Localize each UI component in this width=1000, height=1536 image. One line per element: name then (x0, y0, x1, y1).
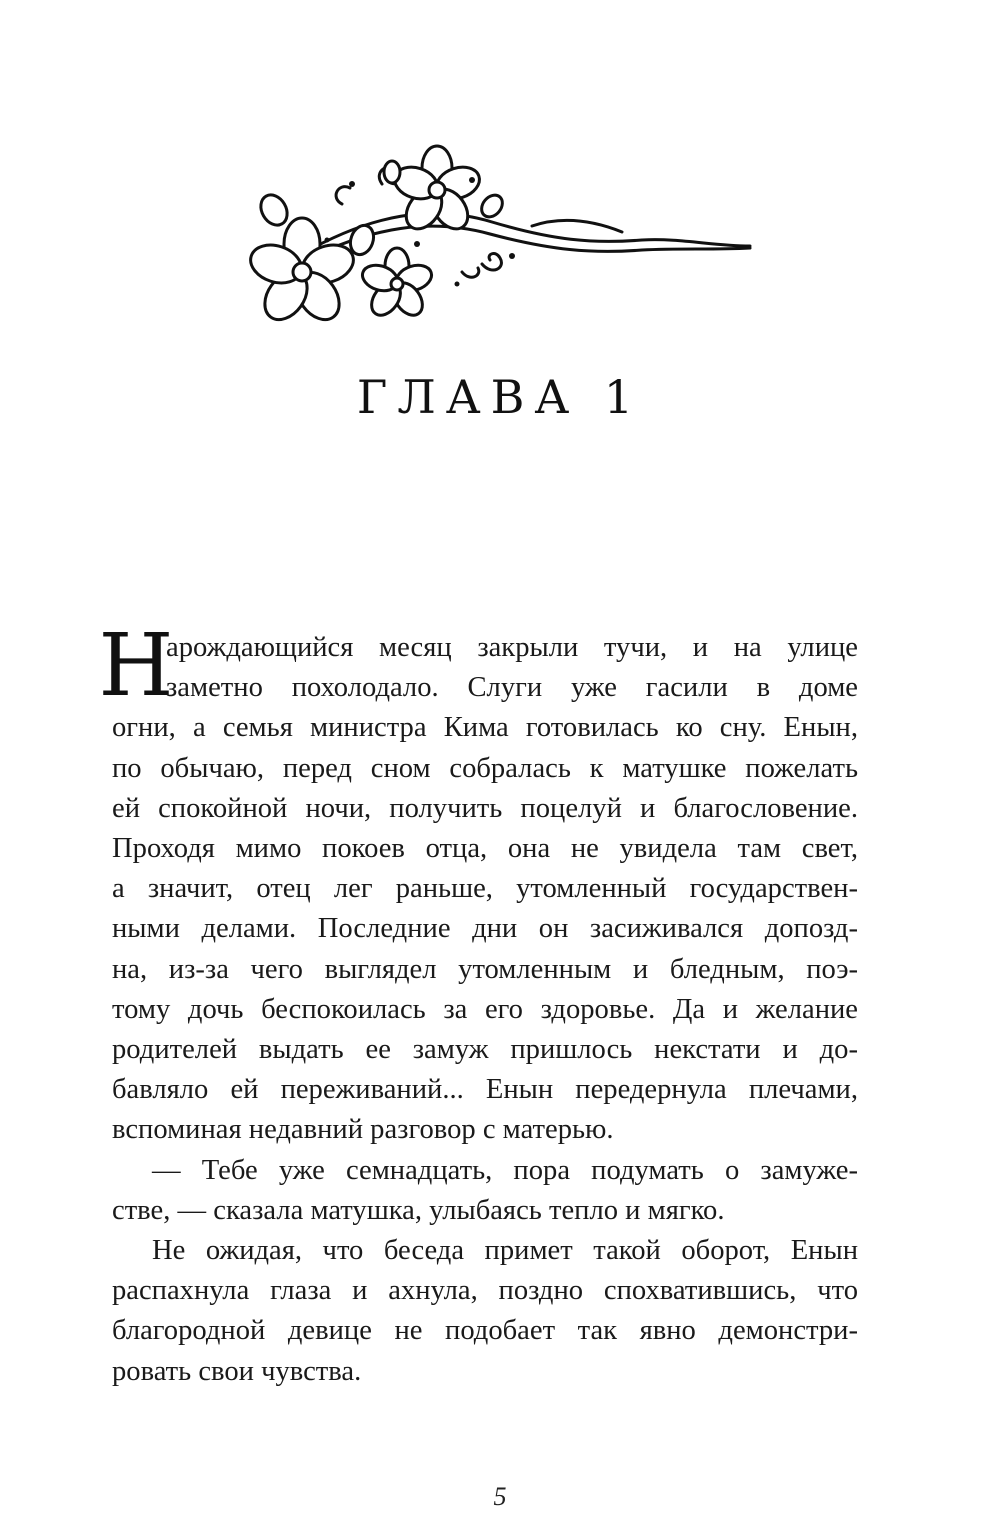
body-text (112, 628, 858, 1392)
text-line: а значит, отец лег раньше, утомленный государствен- (112, 873, 858, 905)
text-line: стве, — сказала матушка, улыбаясь тепло и мягко. (112, 1194, 725, 1226)
text-line: вспоминая недавний разговор с матерью. (112, 1114, 614, 1146)
text-line: по обычаю, перед сном собралась к матушке пожелать (112, 752, 858, 784)
text-line: огни, а семья министра Кима готовилась ко сну. Енын, (112, 712, 858, 744)
paragraph-2 (112, 1151, 858, 1231)
text-line-content: — Тебе уже семнадцать, пора подумать о замуже- (152, 1154, 858, 1186)
text-line: распахнула глаза и ахнула, поздно спохватившись, что (112, 1275, 858, 1307)
text-line: ей спокойной ночи, получить поцелуй и благословение. (112, 792, 858, 824)
text-line: ровать свои чувства. (112, 1355, 362, 1387)
text-line: родителей выдать ее замуж пришлось некстати и до- (112, 1034, 858, 1066)
text-line: тому дочь беспокоилась за его здоровье. Да и желание (112, 993, 858, 1025)
text-line: на, из-за чего выглядел утомленным и бледным, поэ- (112, 953, 858, 985)
text-line: бавляло ей переживаний... Енын передернула плечами, (112, 1074, 858, 1106)
text-line: Проходя мимо покоев отца, она не увидела там свет, (112, 833, 858, 865)
paragraph-3 (112, 1231, 858, 1392)
text-line: ными делами. Последние дни он засиживался допозд- (112, 913, 858, 945)
text-line-content: Не ожидая, что беседа примет такой оборот, Енын (152, 1235, 858, 1267)
cherry-blossom-hairpin-icon (232, 144, 754, 330)
text-line: благородной девице не подобает так явно демонстри- (112, 1315, 858, 1347)
text-line: арождающийся месяц закрыли тучи, и на улице (166, 632, 858, 663)
page-number: 5 (493, 1482, 507, 1511)
dropcap-text: Н (98, 616, 174, 716)
text-line (112, 1151, 858, 1191)
text-line (112, 1231, 858, 1271)
chapter-title: ГЛАВА 1 (356, 370, 644, 424)
paragraph-1 (112, 628, 858, 1151)
text-line: заметно похолодало. Слуги уже гасили в доме (166, 672, 858, 704)
